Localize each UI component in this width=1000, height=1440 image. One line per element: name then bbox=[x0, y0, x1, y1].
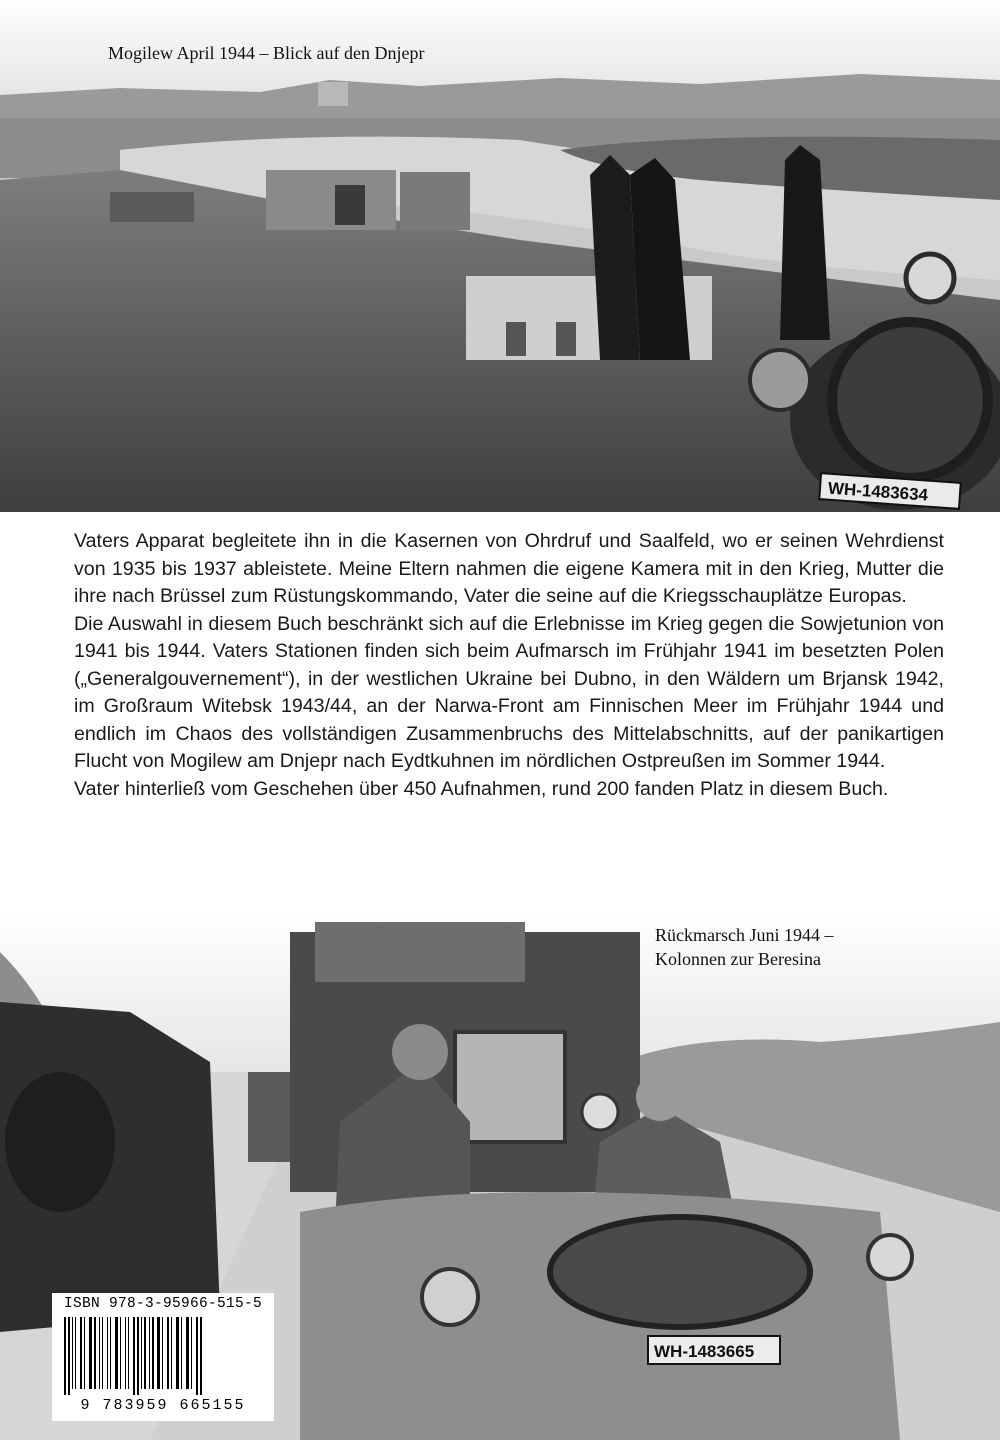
barcode-bar bbox=[176, 1317, 179, 1389]
barcode-bar bbox=[72, 1317, 73, 1389]
barcode-bar bbox=[196, 1317, 198, 1395]
wooden-house bbox=[110, 192, 194, 222]
ruin-arch bbox=[335, 185, 365, 225]
barcode-bar bbox=[167, 1317, 169, 1389]
barcode-bar bbox=[171, 1317, 172, 1389]
ruined-building bbox=[266, 170, 396, 230]
front-lamp bbox=[422, 1269, 478, 1325]
barcode-bar bbox=[133, 1317, 135, 1395]
license-plate-bottom-text: WH-1483665 bbox=[654, 1342, 755, 1361]
isbn-barcode-box bbox=[52, 1293, 274, 1421]
bottom-photo-caption bbox=[655, 923, 833, 971]
ruined-tower bbox=[400, 172, 470, 230]
barcode-bar bbox=[144, 1317, 146, 1389]
barcode-bar bbox=[107, 1317, 108, 1389]
truck-cargo bbox=[315, 922, 525, 982]
barcode-bar bbox=[110, 1317, 111, 1389]
barcode-bar bbox=[141, 1317, 142, 1389]
barcode-bar bbox=[99, 1317, 100, 1389]
barcode-bar bbox=[137, 1317, 139, 1395]
barcode-bar bbox=[181, 1317, 182, 1389]
barcode-bar bbox=[75, 1317, 76, 1389]
headlamp bbox=[906, 254, 954, 302]
truck-grille bbox=[455, 1032, 565, 1142]
barcode-bar bbox=[89, 1317, 92, 1389]
barcode-bar bbox=[68, 1317, 70, 1395]
barcode-bar bbox=[200, 1317, 202, 1395]
barcode-bar bbox=[162, 1317, 163, 1389]
isbn-label: ISBN 978-3-95966-515-5 bbox=[63, 1296, 263, 1312]
barcode-bar bbox=[94, 1317, 96, 1389]
bottom-caption-line-2: Kolonnen zur Beresina bbox=[655, 949, 821, 969]
barcode-bar bbox=[125, 1317, 126, 1389]
top-photo bbox=[0, 0, 1000, 512]
paragraph-2: Die Auswahl in diesem Buch beschränkt sich auf die Erlebnisse im Krieg gegen die Sowjetunion von 1941 bis 1944. Vaters Stationen finden sich beim Aufmarsch im Frühjahr 1941 im besetzten Polen („Generalgouvernement“), in der westlichen Ukraine bei Dubno, in den Wäldern um Brjansk 1942, im Großraum Witebsk 1943/44, an der Narwa-Front am Finnischen Meer im Frühjahr 1944 und endlich im Chaos des vollständigen Zusammenbruchs des Mittelabschnitts, auf der panikartigen Flucht von Mogilew am Dnjepr nach Eydtkuhnen im nördlichen Ostpreußen im Sommer 1944. bbox=[74, 612, 944, 772]
fender-lamp bbox=[750, 350, 810, 410]
bottom-caption-line-1: Rückmarsch Juni 1944 – bbox=[655, 925, 834, 945]
side-lamp bbox=[868, 1235, 912, 1279]
barcode-bar bbox=[115, 1317, 118, 1389]
window-left bbox=[506, 322, 526, 356]
license-plate-top-text: WH-1483634 bbox=[827, 478, 929, 505]
barcode-bar bbox=[191, 1317, 192, 1389]
barcode-bar bbox=[120, 1317, 121, 1389]
spare-tire-bottom bbox=[550, 1217, 810, 1327]
paragraph-3: Vater hinterließ vom Geschehen über 450 Aufnahmen, rund 200 fanden Platz in diesem Buch. bbox=[74, 777, 889, 800]
truck-headlamp bbox=[582, 1094, 618, 1130]
barcode-bar bbox=[186, 1317, 189, 1389]
top-photo-caption: Mogilew April 1944 – Blick auf den Dnjepr bbox=[108, 43, 425, 63]
top-photo-scene bbox=[0, 0, 1000, 512]
barcode-bar bbox=[149, 1317, 150, 1389]
barcode-bar bbox=[152, 1317, 154, 1389]
distant-church bbox=[318, 82, 348, 106]
barcode-bar bbox=[64, 1317, 66, 1395]
paragraph-1: Vaters Apparat begleitete ihn in die Kasernen von Ohrdruf und Saalfeld, wo er seinen Wehrdienst von 1935 bis 1937 ableistete. Meine Eltern nahmen die eigene Kamera mit in den Krieg, Mutter die ihre nach Brüssel zum Rüstungskommando, Vater die seine auf die Kriegsschauplätze Europas. bbox=[74, 530, 944, 607]
barcode-graphic bbox=[62, 1317, 264, 1395]
barcode-bar bbox=[102, 1317, 103, 1389]
barcode-bar bbox=[80, 1317, 82, 1389]
body-text bbox=[74, 528, 944, 803]
barcode-bar bbox=[157, 1317, 160, 1389]
horse bbox=[5, 1072, 115, 1212]
spare-tire bbox=[832, 322, 988, 478]
window-right bbox=[556, 322, 576, 356]
isbn-digits: 9 783959 665155 bbox=[80, 1397, 246, 1414]
driver-head bbox=[636, 1073, 684, 1121]
barcode-bar bbox=[84, 1317, 85, 1389]
soldier-head bbox=[392, 1024, 448, 1080]
barcode-bar bbox=[128, 1317, 129, 1389]
